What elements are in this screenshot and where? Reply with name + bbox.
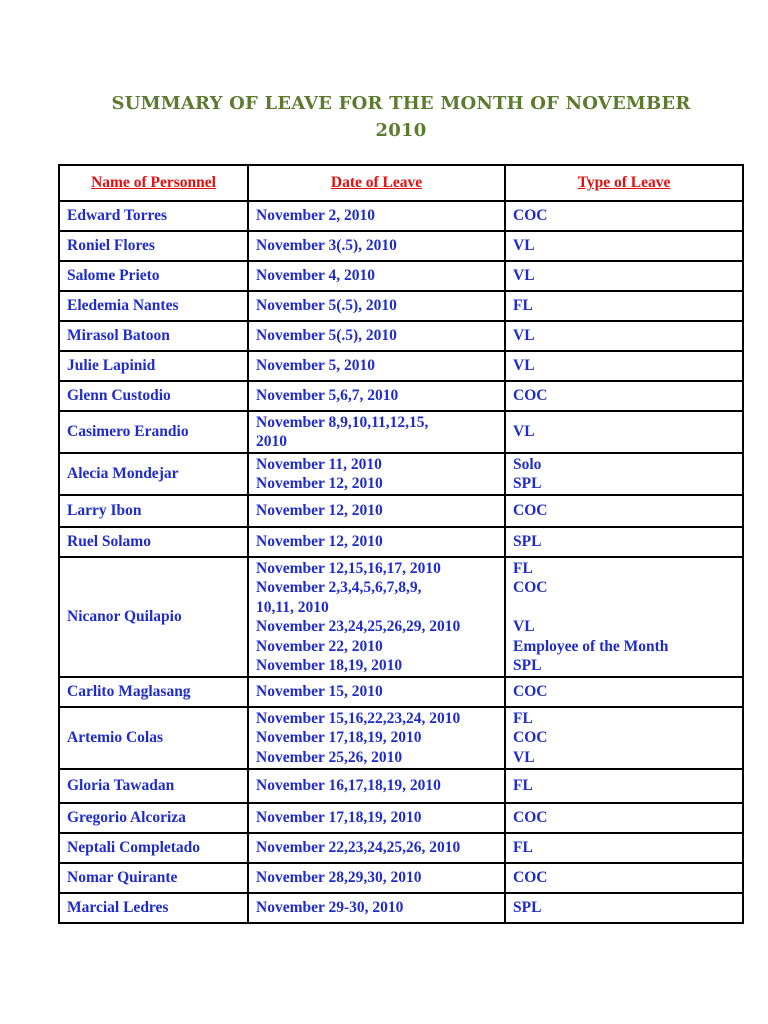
table-row bbox=[59, 833, 743, 863]
leave-type-line: COC bbox=[513, 809, 548, 827]
table-row bbox=[59, 261, 743, 291]
leave-type-cell bbox=[505, 527, 743, 557]
leave-type-line: FL bbox=[513, 777, 533, 795]
leave-date-line: November 16,17,18,19, 2010 bbox=[256, 777, 441, 795]
leave-date-line: November 4, 2010 bbox=[256, 267, 375, 285]
table-row bbox=[59, 411, 743, 453]
leave-type-line: SPL bbox=[513, 475, 542, 492]
leave-type-line: FL bbox=[513, 559, 533, 577]
leave-type-line: COC bbox=[513, 387, 548, 405]
leave-date-line: November 22, 2010 bbox=[256, 637, 383, 655]
leave-date-line: November 28,29,30, 2010 bbox=[256, 869, 422, 887]
personnel-name-cell: Alecia Mondejar bbox=[59, 453, 248, 495]
table-row bbox=[59, 351, 743, 381]
table-row bbox=[59, 803, 743, 833]
header-name-of-personnel: Name of Personnel bbox=[59, 165, 248, 201]
title-line-2: 2010 bbox=[375, 120, 427, 141]
personnel-name-cell: Glenn Custodio bbox=[59, 381, 248, 411]
leave-type-line: FL bbox=[513, 709, 533, 727]
leave-type-line bbox=[513, 598, 735, 618]
leave-type-line: VL bbox=[513, 237, 535, 255]
leave-date-line: November 3(.5), 2010 bbox=[256, 237, 397, 255]
leave-date-cell bbox=[248, 453, 505, 495]
leave-type-line: SPL bbox=[513, 899, 542, 917]
leave-type-cell bbox=[505, 381, 743, 411]
leave-date-cell bbox=[248, 495, 505, 527]
personnel-name-cell: Casimero Erandio bbox=[59, 411, 248, 453]
leave-date-line: November 8,9,10,11,12,15, bbox=[256, 413, 429, 431]
leave-date-line: 10,11, 2010 bbox=[256, 598, 329, 616]
leave-date-cell bbox=[248, 557, 505, 677]
table-row bbox=[59, 557, 743, 677]
leave-type-line: VL bbox=[513, 327, 535, 345]
leave-type-cell bbox=[505, 411, 743, 453]
leave-type-cell bbox=[505, 557, 743, 677]
table-row bbox=[59, 291, 743, 321]
personnel-name-cell: Julie Lapinid bbox=[59, 351, 248, 381]
personnel-name-cell: Salome Prieto bbox=[59, 261, 248, 291]
leave-type-line: VL bbox=[513, 748, 535, 766]
leave-type-line: VL bbox=[513, 267, 535, 285]
leave-date-line: November 12,15,16,17, 2010 bbox=[256, 559, 441, 577]
leave-date-cell bbox=[248, 381, 505, 411]
leave-type-cell bbox=[505, 707, 743, 769]
personnel-name-cell: Nomar Quirante bbox=[59, 863, 248, 893]
leave-date-line: November 5(.5), 2010 bbox=[256, 327, 397, 345]
table-row bbox=[59, 381, 743, 411]
personnel-name-cell: Marcial Ledres bbox=[59, 893, 248, 923]
header-date-of-leave: Date of Leave bbox=[248, 165, 505, 201]
leave-date-line: November 22,23,24,25,26, 2010 bbox=[256, 839, 461, 857]
leave-type-line: VL bbox=[513, 357, 535, 375]
leave-type-cell bbox=[505, 291, 743, 321]
leave-type-line: SPL bbox=[513, 657, 542, 674]
leave-type-cell bbox=[505, 833, 743, 863]
leave-type-line: COC bbox=[513, 869, 548, 887]
personnel-name-cell: Larry Ibon bbox=[59, 495, 248, 527]
leave-date-line: November 11, 2010 bbox=[256, 455, 382, 473]
leave-type-line: VL bbox=[513, 618, 535, 635]
leave-date-cell bbox=[248, 833, 505, 863]
table-row bbox=[59, 707, 743, 769]
leave-date-cell bbox=[248, 803, 505, 833]
table-row bbox=[59, 201, 743, 231]
table-row bbox=[59, 769, 743, 803]
personnel-name-cell: Ruel Solamo bbox=[59, 527, 248, 557]
page-title bbox=[0, 90, 768, 144]
leave-date-line: November 5, 2010 bbox=[256, 357, 375, 375]
table-body bbox=[59, 201, 743, 923]
leave-type-cell bbox=[505, 201, 743, 231]
leave-date-line: November 5(.5), 2010 bbox=[256, 297, 397, 315]
leave-date-line: November 12, 2010 bbox=[256, 502, 383, 520]
leave-date-cell bbox=[248, 527, 505, 557]
leave-type-cell bbox=[505, 453, 743, 495]
leave-date-line: November 25,26, 2010 bbox=[256, 748, 403, 766]
leave-type-line: Solo bbox=[513, 455, 542, 473]
leave-type-cell bbox=[505, 769, 743, 803]
personnel-name-cell: Edward Torres bbox=[59, 201, 248, 231]
leave-type-line: FL bbox=[513, 297, 533, 315]
leave-type-line: VL bbox=[513, 423, 535, 441]
table-row bbox=[59, 863, 743, 893]
leave-date-cell bbox=[248, 321, 505, 351]
leave-type-line: COC bbox=[513, 729, 548, 747]
title-line-1: SUMMARY OF LEAVE FOR THE MONTH OF NOVEMBER bbox=[111, 93, 691, 114]
leave-type-line: Employee of the Month bbox=[513, 637, 669, 655]
leave-type-line: COC bbox=[513, 579, 548, 596]
table-header-row bbox=[59, 165, 743, 201]
leave-date-line: November 17,18,19, 2010 bbox=[256, 729, 422, 747]
leave-date-cell bbox=[248, 707, 505, 769]
leave-date-line: November 12, 2010 bbox=[256, 533, 383, 551]
leave-type-cell bbox=[505, 495, 743, 527]
leave-date-line: November 5,6,7, 2010 bbox=[256, 387, 399, 405]
leave-type-cell bbox=[505, 261, 743, 291]
leave-date-line: November 15,16,22,23,24, 2010 bbox=[256, 709, 461, 727]
leave-type-cell bbox=[505, 677, 743, 707]
personnel-name-cell: Gregorio Alcoriza bbox=[59, 803, 248, 833]
personnel-name-cell: Neptali Completado bbox=[59, 833, 248, 863]
header-type-of-leave: Type of Leave bbox=[505, 165, 743, 201]
personnel-name-cell: Nicanor Quilapio bbox=[59, 557, 248, 677]
leave-date-cell bbox=[248, 411, 505, 453]
leave-date-cell bbox=[248, 351, 505, 381]
personnel-name-cell: Gloria Tawadan bbox=[59, 769, 248, 803]
table-row bbox=[59, 495, 743, 527]
leave-type-line: SPL bbox=[513, 533, 542, 551]
leave-date-line: November 2,3,4,5,6,7,8,9, bbox=[256, 579, 422, 596]
leave-type-cell bbox=[505, 321, 743, 351]
leave-date-line: 2010 bbox=[256, 433, 287, 450]
leave-date-cell bbox=[248, 231, 505, 261]
leave-date-cell bbox=[248, 893, 505, 923]
personnel-name-cell: Artemio Colas bbox=[59, 707, 248, 769]
table-row bbox=[59, 321, 743, 351]
leave-type-line: COC bbox=[513, 502, 548, 520]
personnel-name-cell: Mirasol Batoon bbox=[59, 321, 248, 351]
leave-type-line: FL bbox=[513, 839, 533, 857]
leave-date-cell bbox=[248, 769, 505, 803]
leave-date-line: November 2, 2010 bbox=[256, 207, 375, 225]
leave-type-cell bbox=[505, 231, 743, 261]
leave-date-cell bbox=[248, 201, 505, 231]
leave-type-line: COC bbox=[513, 207, 548, 225]
leave-date-cell bbox=[248, 291, 505, 321]
table-row bbox=[59, 453, 743, 495]
table-row bbox=[59, 893, 743, 923]
leave-date-line: November 15, 2010 bbox=[256, 683, 383, 701]
leave-summary-table bbox=[58, 164, 744, 924]
leave-date-cell bbox=[248, 677, 505, 707]
table-row bbox=[59, 527, 743, 557]
leave-type-line: COC bbox=[513, 683, 548, 701]
leave-date-line: November 12, 2010 bbox=[256, 475, 383, 492]
table-row bbox=[59, 677, 743, 707]
leave-type-cell bbox=[505, 803, 743, 833]
leave-type-cell bbox=[505, 351, 743, 381]
leave-date-line: November 29-30, 2010 bbox=[256, 899, 404, 917]
personnel-name-cell: Eledemia Nantes bbox=[59, 291, 248, 321]
personnel-name-cell: Carlito Maglasang bbox=[59, 677, 248, 707]
personnel-name-cell: Roniel Flores bbox=[59, 231, 248, 261]
leave-date-line: November 17,18,19, 2010 bbox=[256, 809, 422, 827]
leave-type-cell bbox=[505, 893, 743, 923]
table-row bbox=[59, 231, 743, 261]
leave-date-line: November 23,24,25,26,29, 2010 bbox=[256, 618, 461, 635]
leave-type-cell bbox=[505, 863, 743, 893]
leave-date-cell bbox=[248, 863, 505, 893]
leave-date-cell bbox=[248, 261, 505, 291]
leave-date-line: November 18,19, 2010 bbox=[256, 657, 403, 674]
